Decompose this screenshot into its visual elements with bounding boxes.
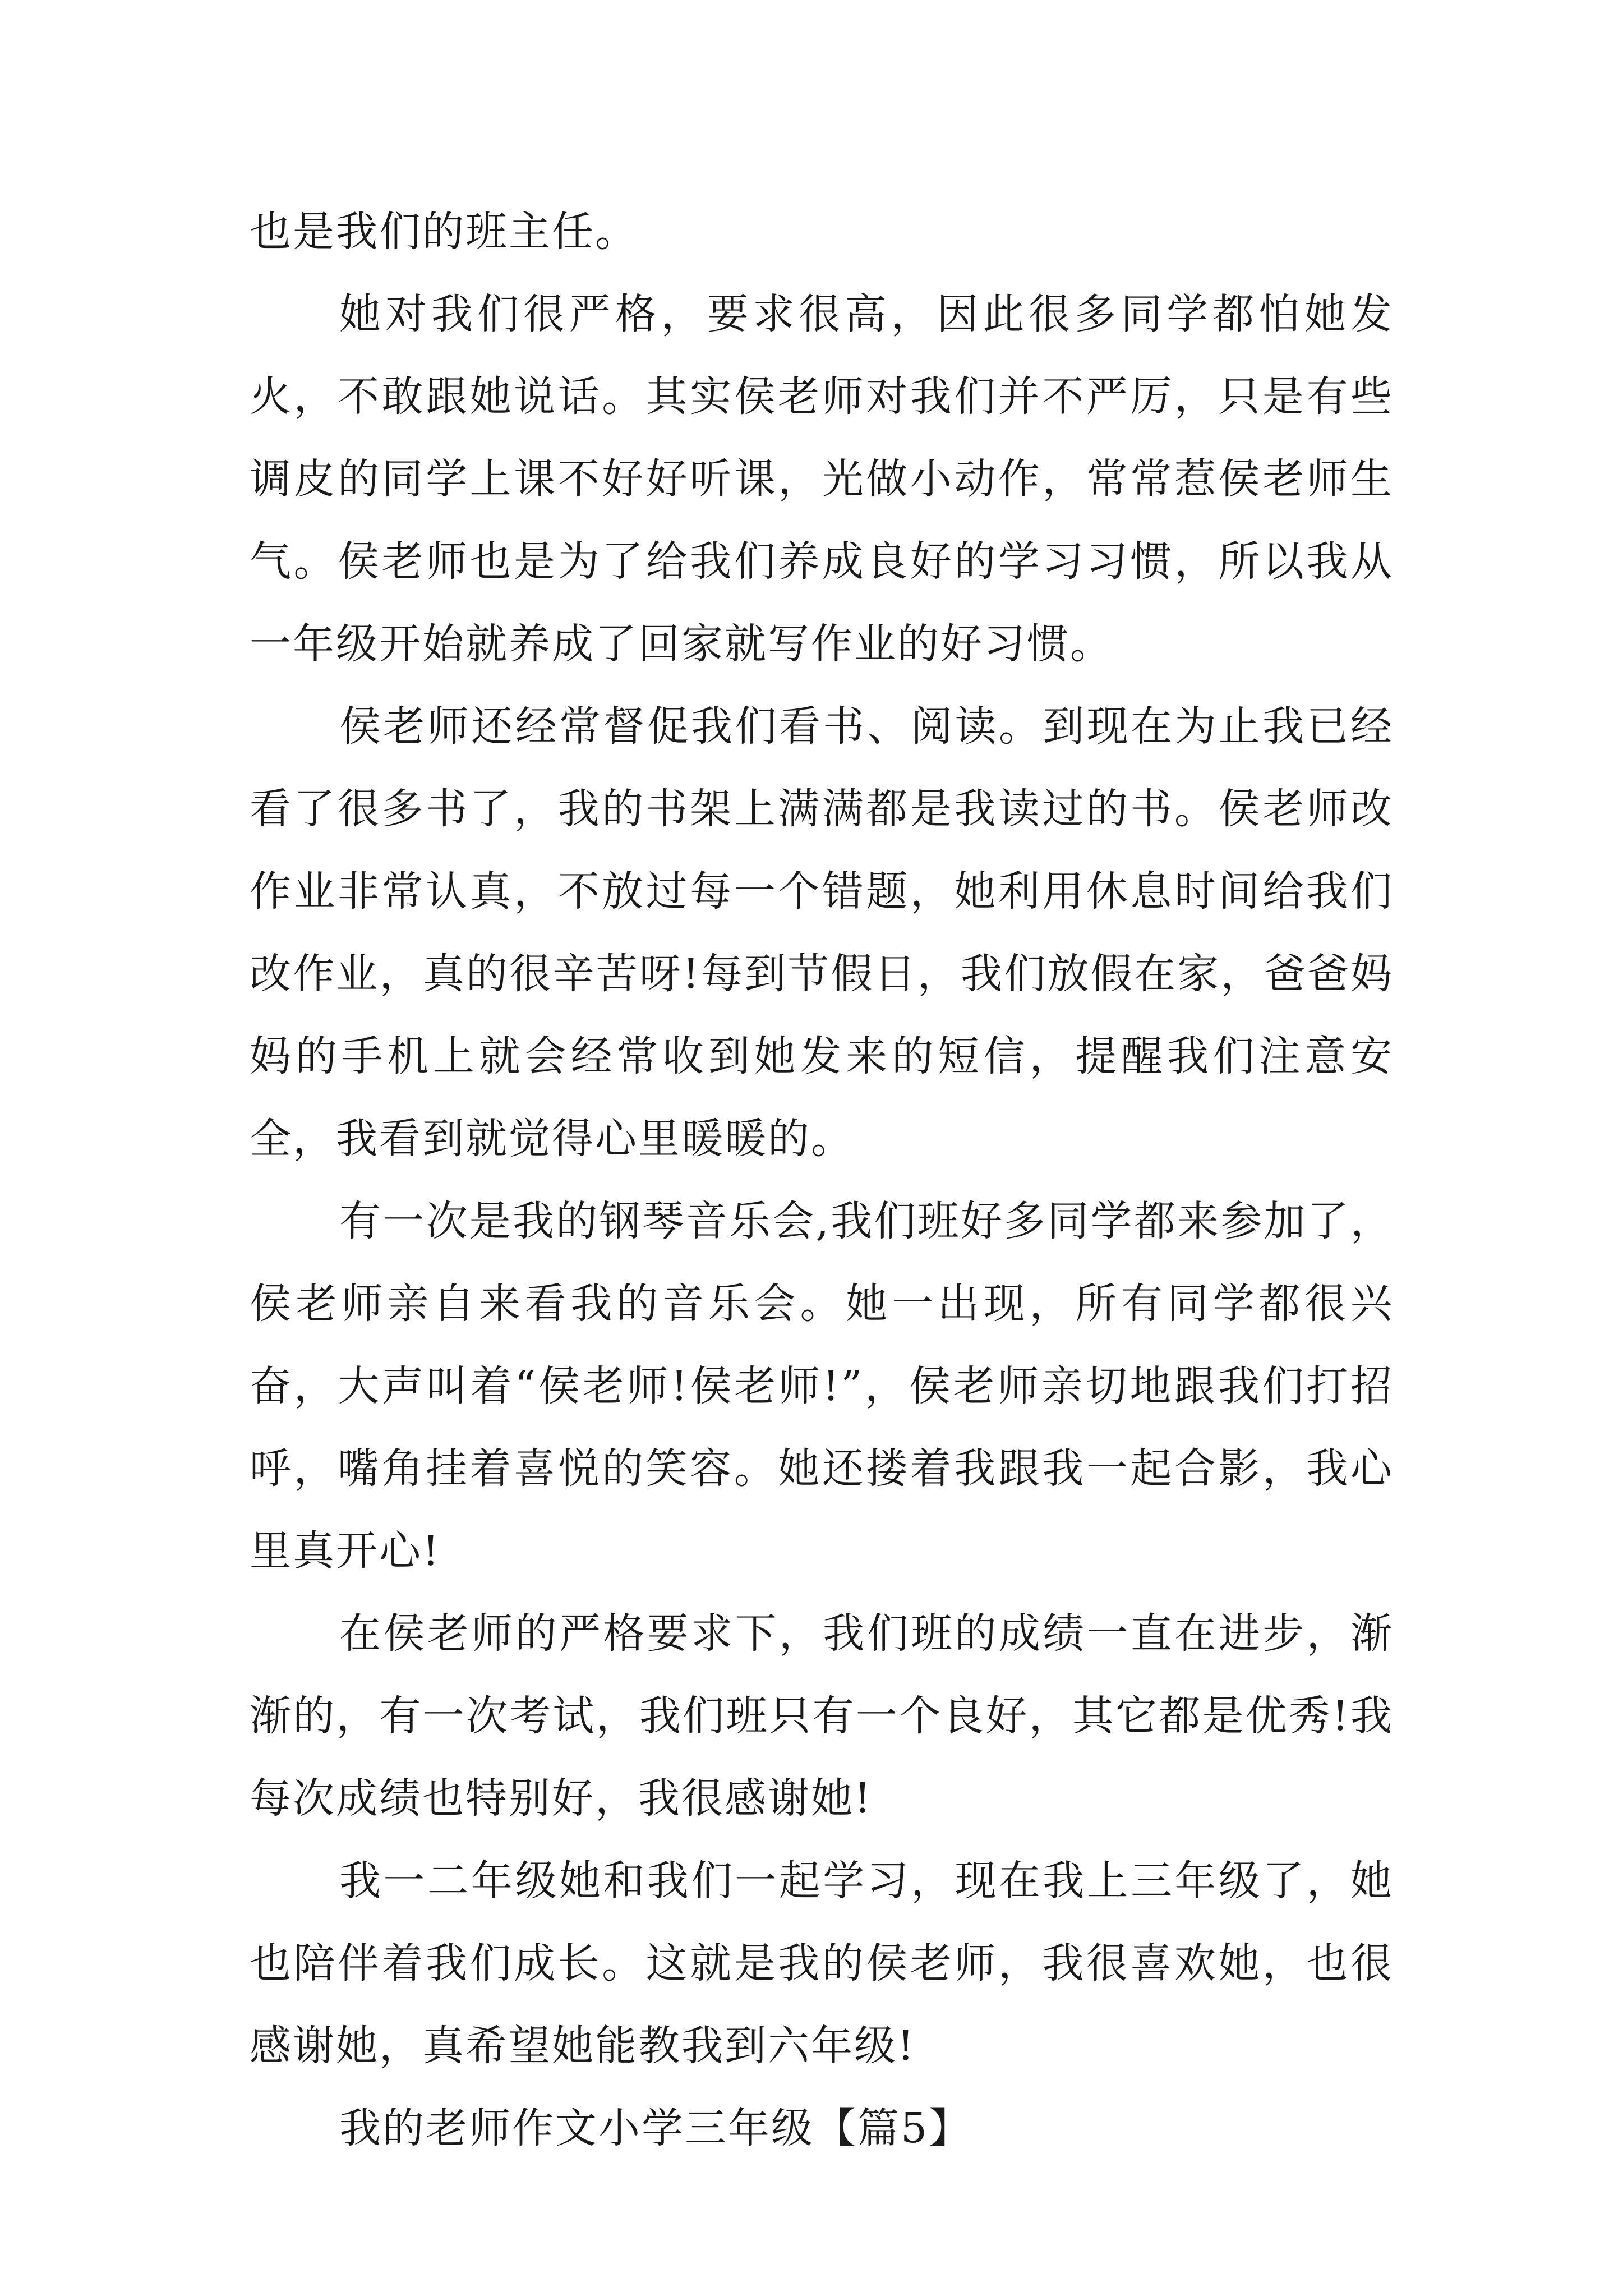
- paragraph-4: 有一次是我的钢琴音乐会,我们班好多同学都来参加了，侯老师亲自来看我的音乐会。她一出现，所有同学都很兴奋，大声叫着“侯老师!侯老师!”，侯老师亲切地跟我们打招呼，嘴角挂着喜悦的笑容。她还搂着我跟我一起合影，我心里真开心!: [250, 1197, 1394, 1575]
- section-heading: 我的老师作文小学三年级【篇5】: [339, 2104, 972, 2152]
- paragraph-1: 也是我们的班主任。: [250, 208, 638, 256]
- paragraph-6: 我一二年级她和我们一起学习，现在我上三年级了，她也陪伴着我们成长。这就是我的侯老师，我很喜欢她，也很感谢她，真希望她能教我到六年级!: [250, 1857, 1394, 2070]
- paragraph-2: 她对我们很严格，要求很高，因此很多同学都怕她发火，不敢跟她说话。其实侯老师对我们并不严厉，只是有些调皮的同学上课不好好听课，光做小动作，常常惹侯老师生气。侯老师也是为了给我们养成良好的学习习惯，所以我从一年级开始就养成了回家就写作业的好习惯。: [250, 290, 1394, 668]
- essay-body: [250, 191, 1394, 2170]
- paragraph-3: 侯老师还经常督促我们看书、阅读。到现在为止我已经看了很多书了，我的书架上满满都是我读过的书。侯老师改作业非常认真，不放过每一个错题，她利用休息时间给我们改作业，真的很辛苦呀!每到节假日，我们放假在家，爸爸妈妈的手机上就会经常收到她发来的短信，提醒我们注意安全，我看到就觉得心里暖暖的。: [250, 702, 1394, 1163]
- paragraph-5: 在侯老师的严格要求下，我们班的成绩一直在进步，渐渐的，有一次考试，我们班只有一个良好，其它都是优秀!我每次成绩也特别好，我很感谢她!: [250, 1609, 1394, 1823]
